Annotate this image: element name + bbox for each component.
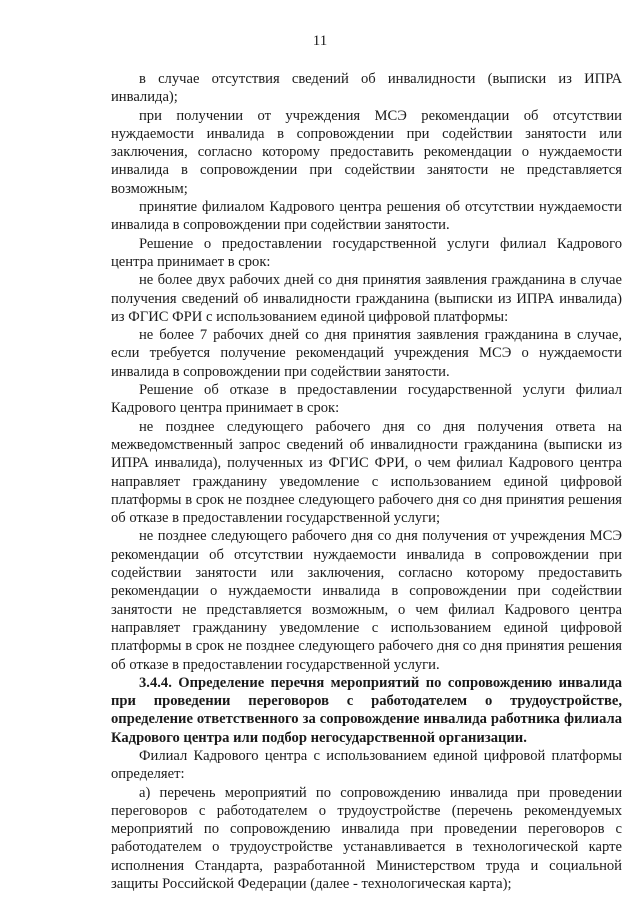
paragraph: не более двух рабочих дней со дня принятия заявления гражданина в случае получения сведений об инвалидности гражданина (выписки из ИПРА инвалида) из ФГИС ФРИ с использованием единой цифровой платформы:	[111, 272, 622, 325]
paragraph: при получении от учреждения МСЭ рекомендации об отсутствии нуждаемости инвалида в сопровождении при содействии занятости или заключения, согласно которому предоставить рекомендации о нуждаемости инвалида в сопровождении при содействии занятости не представляется возможным;	[111, 107, 622, 197]
paragraph: не позднее следующего рабочего дня со дня получения ответа на межведомственный запрос сведений об инвалидности гражданина (выписки из ИПРА инвалида), полученных из ФГИС ФРИ, о чем филиал Кадрового центра направляет гражданину уведомление с использованием единой цифровой платформы в срок не позднее следующего рабочего дня со дня принятия решения об отказе в предоставлении государственной услуги;	[111, 418, 622, 527]
paragraph: Решение о предоставлении государственной услуги филиал Кадрового центра принимает в срок:	[111, 235, 622, 270]
paragraph: не позднее следующего рабочего дня со дня получения от учреждения МСЭ рекомендации об отсутствии нуждаемости инвалида в сопровождении при содействии занятости или заключения, согласно которому предоставить рекомендации о нуждаемости инвалида в сопровождении при содействии занятости не представляется возможным, о чем филиал Кадрового центра направляет гражданину уведомление с использованием единой цифровой платформы в срок не позднее следующего рабочего дня со дня принятия решения об отказе в предоставлении государственной услуги.	[111, 528, 622, 673]
document-body	[111, 70, 622, 893]
section-heading: 3.4.4. Определение перечня мероприятий по сопровождению инвалида при проведении переговоров с работодателем о трудоустройстве, определение ответственного за сопровождение инвалида работника филиала Кадрового центра или подбор негосударственной организации.	[111, 674, 622, 746]
page-number: 11	[312, 33, 328, 49]
paragraph: принятие филиалом Кадрового центра решения об отсутствии нуждаемости инвалида в сопровождении при содействии занятости.	[111, 199, 622, 234]
paragraph: не более 7 рабочих дней со дня принятия заявления гражданина в случае, если требуется получение рекомендаций учреждения МСЭ о нуждаемости инвалида в сопровождении при содействии занятости.	[111, 327, 622, 380]
paragraph: Решение об отказе в предоставлении государственной услуги филиал Кадрового центра принимает в срок:	[111, 382, 622, 417]
paragraph: в случае отсутствия сведений об инвалидности (выписки из ИПРА инвалида);	[111, 71, 622, 106]
paragraph: а) перечень мероприятий по сопровождению инвалида при проведении переговоров с работодателем о трудоустройстве (перечень рекомендуемых мероприятий по сопровождению инвалида при проведении переговоров с работодателем о трудоустройстве устанавливается в технологической карте исполнения Стандарта, разработанной Министерством труда и социальной защиты Российской Федерации (далее - технологическая карта);	[111, 784, 622, 893]
paragraph: Филиал Кадрового центра с использованием единой цифровой платформы определяет:	[111, 747, 622, 783]
